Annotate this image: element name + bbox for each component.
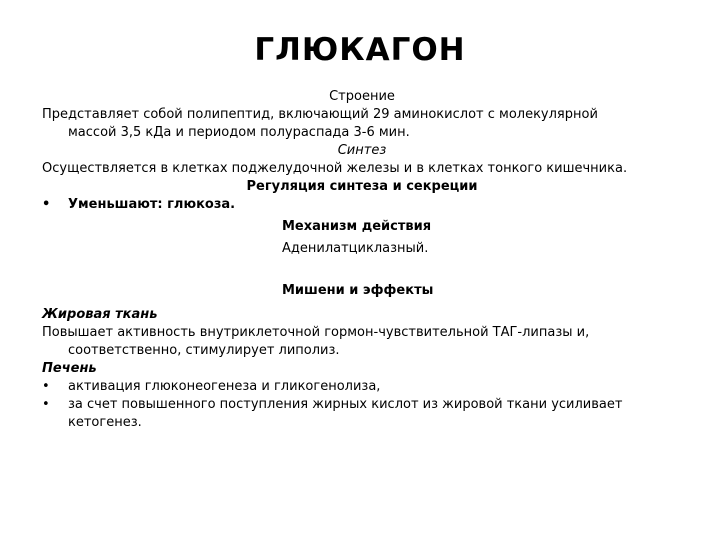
- slide-body: [42, 88, 682, 432]
- list-item-text: активация глюконеогенеза и гликогенолиза,: [68, 379, 381, 394]
- adipose-heading: Жировая ткань: [42, 307, 158, 322]
- regulation-item-text: Уменьшают: глюкоза.: [68, 197, 236, 212]
- liver-heading: Печень: [42, 361, 97, 376]
- regulation-heading: Регуляция синтеза и секреции: [246, 179, 478, 194]
- targets-heading: Мишени и эффекты: [282, 283, 434, 298]
- mechanism-heading: Механизм действия: [282, 219, 432, 234]
- synthesis-text: Осуществляется в клетках поджелудочной железы и в клетках тонкого кишечника.: [42, 161, 628, 176]
- bullet-icon: •: [42, 397, 50, 412]
- list-item-text: за счет повышенного поступления жирных кислот из жировой ткани усиливает: [68, 397, 623, 412]
- page-title: [0, 32, 720, 68]
- list-item: [42, 396, 682, 414]
- page-title-text: ГЛЮКАГОН: [254, 32, 466, 68]
- bullet-icon: •: [42, 379, 50, 394]
- adipose-text-line2: соответственно, стимулирует липолиз.: [68, 343, 340, 358]
- list-item: [42, 378, 682, 396]
- synthesis-heading: Синтез: [337, 143, 387, 158]
- structure-heading: Строение: [329, 89, 395, 104]
- structure-text-line2: массой 3,5 кДа и периодом полураспада 3-6 мин.: [68, 125, 410, 140]
- structure-text-line1: Представляет собой полипептид, включающий 29 аминокислот с молекулярной: [42, 107, 598, 122]
- adipose-text-line1: Повышает активность внутриклеточной гормон-чувствительной ТАГ-липазы и,: [42, 325, 590, 340]
- regulation-item: [42, 196, 682, 214]
- list-item-continuation: кетогенез.: [68, 415, 142, 430]
- mechanism-text: Аденилатциклазный.: [282, 241, 429, 256]
- bullet-icon: •: [42, 197, 51, 212]
